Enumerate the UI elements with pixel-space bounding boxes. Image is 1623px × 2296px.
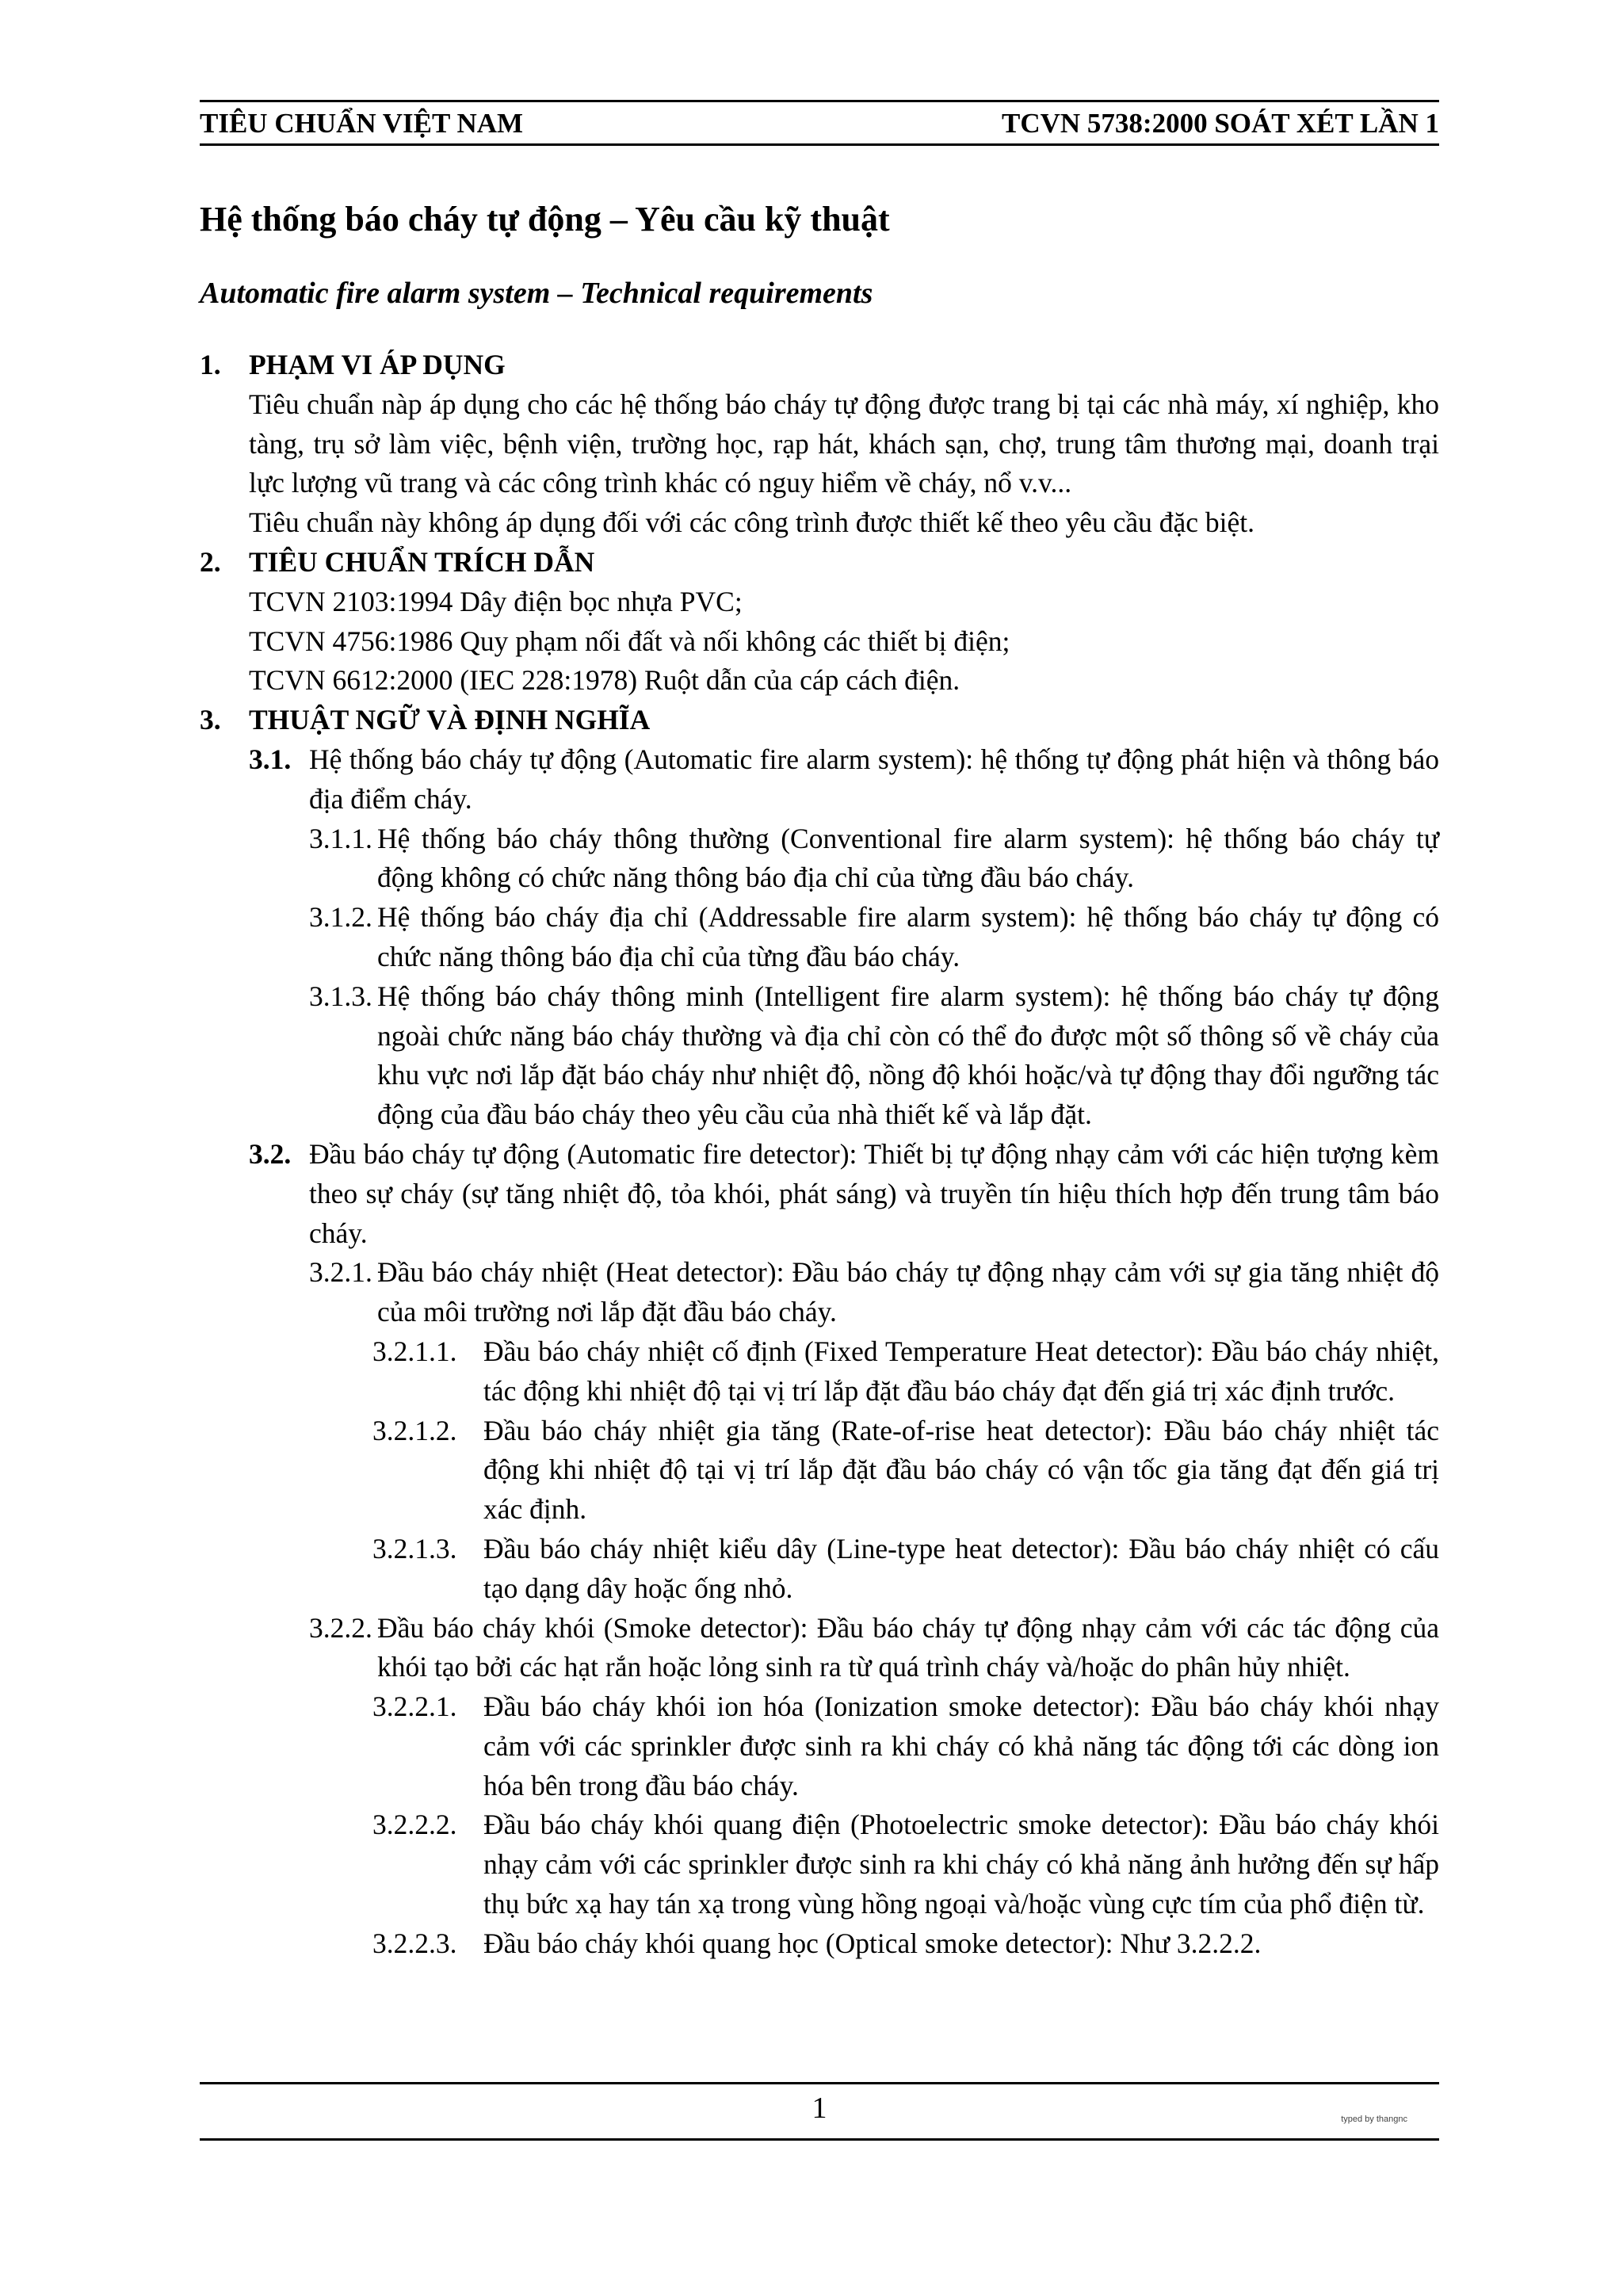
- clause-text: Đầu báo cháy khói ion hóa (Ionization smoke detector): Đầu báo cháy khói nhạy cảm với các sprinkler được sinh ra khi cháy có khả năng tác động tới các dòng ion hóa bên trong đầu báo cháy.: [483, 1690, 1439, 1801]
- definition-3-2-1-1: [372, 1332, 1439, 1412]
- section-scope: [200, 346, 1439, 543]
- paragraph: Tiêu chuẩn nàp áp dụng cho các hệ thống báo cháy tự động được trang bị tại các nhà máy, xí nghiệp, kho tàng, trụ sở làm việc, bệnh viện, trường học, rạp hát, khách sạn, chợ, trung tâm thương mại, doanh trại lực lượng vũ trang và các công trình khác có nguy hiểm về cháy, nổ v.v...: [249, 388, 1439, 499]
- clause-text: Hệ thống báo cháy địa chỉ (Addressable fire alarm system): hệ thống báo cháy tự động có chức năng thông báo địa chỉ của từng đầu báo cháy.: [377, 901, 1439, 972]
- section-number: 2.: [200, 545, 221, 578]
- section-definitions: [200, 701, 1439, 740]
- page-footer: [200, 2082, 1439, 2141]
- clause-number: 3.2.2.: [309, 1611, 372, 1644]
- definition-3-2-2-1: [372, 1687, 1439, 1805]
- definition-3-1-2: [309, 898, 1439, 977]
- definition-3-2-2: [309, 1609, 1439, 1688]
- section-title: THUẬT NGỮ VÀ ĐỊNH NGHĨA: [249, 704, 651, 736]
- document-subtitle: Automatic fire alarm system – Technical requirements: [200, 277, 873, 310]
- clause-text: Đầu báo cháy nhiệt gia tăng (Rate-of-rise heat detector): Đầu báo cháy nhiệt tác động khi nhiệt độ tại vị trí lắp đặt đầu báo cháy có vận tốc gia tăng đạt đến giá trị xác định.: [483, 1414, 1439, 1526]
- clause-text: Đầu báo cháy khói (Smoke detector): Đầu báo cháy tự động nhạy cảm với các tác động của khói tạo bởi các hạt rắn hoặc lỏng sinh ra từ quá trình cháy và/hoặc do phân hủy nhiệt.: [377, 1611, 1439, 1683]
- definition-3-2-2-3: [372, 1924, 1439, 1964]
- clause-text: Đầu báo cháy nhiệt cố định (Fixed Temperature Heat detector): Đầu báo cháy nhiệt, tác động khi nhiệt độ tại vị trí lắp đặt đầu báo cháy đạt đến giá trị xác định trước.: [483, 1335, 1439, 1407]
- clause-text: Hệ thống báo cháy tự động (Automatic fire alarm system): hệ thống tự động phát hiện và thông báo địa điểm cháy.: [309, 743, 1439, 815]
- document-title: Hệ thống báo cháy tự động – Yêu cầu kỹ thuật: [200, 200, 890, 239]
- clause-text: Đầu báo cháy nhiệt (Heat detector): Đầu báo cháy tự động nhạy cảm với sự gia tăng nhiệt độ của môi trường nơi lắp đặt đầu báo cháy.: [377, 1256, 1439, 1328]
- clause-text: Đầu báo cháy khói quang học (Optical smoke detector): Như 3.2.2.2.: [483, 1927, 1262, 1959]
- header-standard-code: TCVN 5738:2000 SOÁT XÉT LẦN 1: [1002, 108, 1439, 139]
- definition-3-2-1: [309, 1253, 1439, 1332]
- page-header: [200, 100, 1439, 146]
- page-number: 1: [812, 2092, 827, 2125]
- clause-text: Hệ thống báo cháy thông minh (Intelligent fire alarm system): hệ thống báo cháy tự động ngoài chức năng báo cháy thường và địa chỉ còn có thể đo được một số thông số về cháy của khu vực nơi lắp đặt báo cháy như nhiệt độ, nồng độ khói hoặc/và tự động thay đổi ngưỡng tác động của đầu báo cháy theo yêu cầu của nhà thiết kế và lắp đặt.: [377, 980, 1439, 1131]
- paragraph: Tiêu chuẩn này không áp dụng đối với các công trình được thiết kế theo yêu cầu đặc biệt.: [249, 506, 1255, 539]
- clause-number: 3.2.: [249, 1137, 292, 1170]
- section-references: [200, 543, 1439, 701]
- clause-text: Đầu báo cháy khói quang điện (Photoelectric smoke detector): Đầu báo cháy khói nhạy cảm với các sprinkler được sinh ra khi cháy có khả năng ảnh hưởng đến sự hấp thụ bức xạ hay tán xạ trong vùng hồng ngoại và/hoặc vùng cực tím của phổ điện từ.: [483, 1809, 1439, 1920]
- clause-text: Đầu báo cháy nhiệt kiểu dây (Line-type heat detector): Đầu báo cháy nhiệt có cấu tạo dạng dây hoặc ống nhỏ.: [483, 1532, 1439, 1604]
- definition-3-1-3: [309, 977, 1439, 1135]
- clause-text: Đầu báo cháy tự động (Automatic fire detector): Thiết bị tự động nhạy cảm với các hiện tượng kèm theo sự cháy (sự tăng nhiệt độ, tỏa khói, phát sáng) và truyền tín hiệu thích hợp đến trung tâm báo cháy.: [309, 1137, 1439, 1249]
- clause-number: 3.2.1.3.: [372, 1532, 457, 1564]
- reference-item: TCVN 2103:1994 Dây điện bọc nhựa PVC;: [249, 585, 743, 617]
- header-standard-label: TIÊU CHUẨN VIỆT NAM: [200, 108, 524, 139]
- clause-number: 3.1.: [249, 743, 292, 775]
- section-title: PHẠM VI ÁP DỤNG: [249, 349, 506, 380]
- reference-item: TCVN 6612:2000 (IEC 228:1978) Ruột dẫn của cáp cách điện.: [249, 664, 960, 697]
- typist-credit: typed by thangnc: [1341, 2115, 1407, 2124]
- document-body: [200, 346, 1439, 1964]
- clause-number: 3.2.1.1.: [372, 1335, 457, 1367]
- clause-number: 3.1.2.: [309, 901, 372, 934]
- section-title: TIÊU CHUẨN TRÍCH DẪN: [249, 545, 595, 578]
- clause-number: 3.2.2.2.: [372, 1809, 457, 1841]
- clause-number: 3.1.1.: [309, 822, 372, 854]
- section-number: 1.: [200, 349, 221, 380]
- definition-3-1-1: [309, 819, 1439, 899]
- clause-number: 3.2.1.2.: [372, 1414, 457, 1446]
- clause-number: 3.2.2.3.: [372, 1927, 457, 1959]
- reference-item: TCVN 4756:1986 Quy phạm nối đất và nối không các thiết bị điện;: [249, 625, 1010, 657]
- definition-3-2: [249, 1135, 1439, 1253]
- clause-number: 3.2.2.1.: [372, 1690, 457, 1723]
- clause-number: 3.1.3.: [309, 980, 372, 1012]
- definition-3-2-2-2: [372, 1805, 1439, 1924]
- definition-3-2-1-2: [372, 1412, 1439, 1530]
- definition-3-2-1-3: [372, 1530, 1439, 1609]
- definition-3-1: [249, 740, 1439, 819]
- section-number: 3.: [200, 704, 221, 736]
- clause-text: Hệ thống báo cháy thông thường (Conventional fire alarm system): hệ thống báo cháy tự động không có chức năng thông báo địa chỉ của từng đầu báo cháy.: [377, 822, 1439, 894]
- clause-number: 3.2.1.: [309, 1256, 372, 1289]
